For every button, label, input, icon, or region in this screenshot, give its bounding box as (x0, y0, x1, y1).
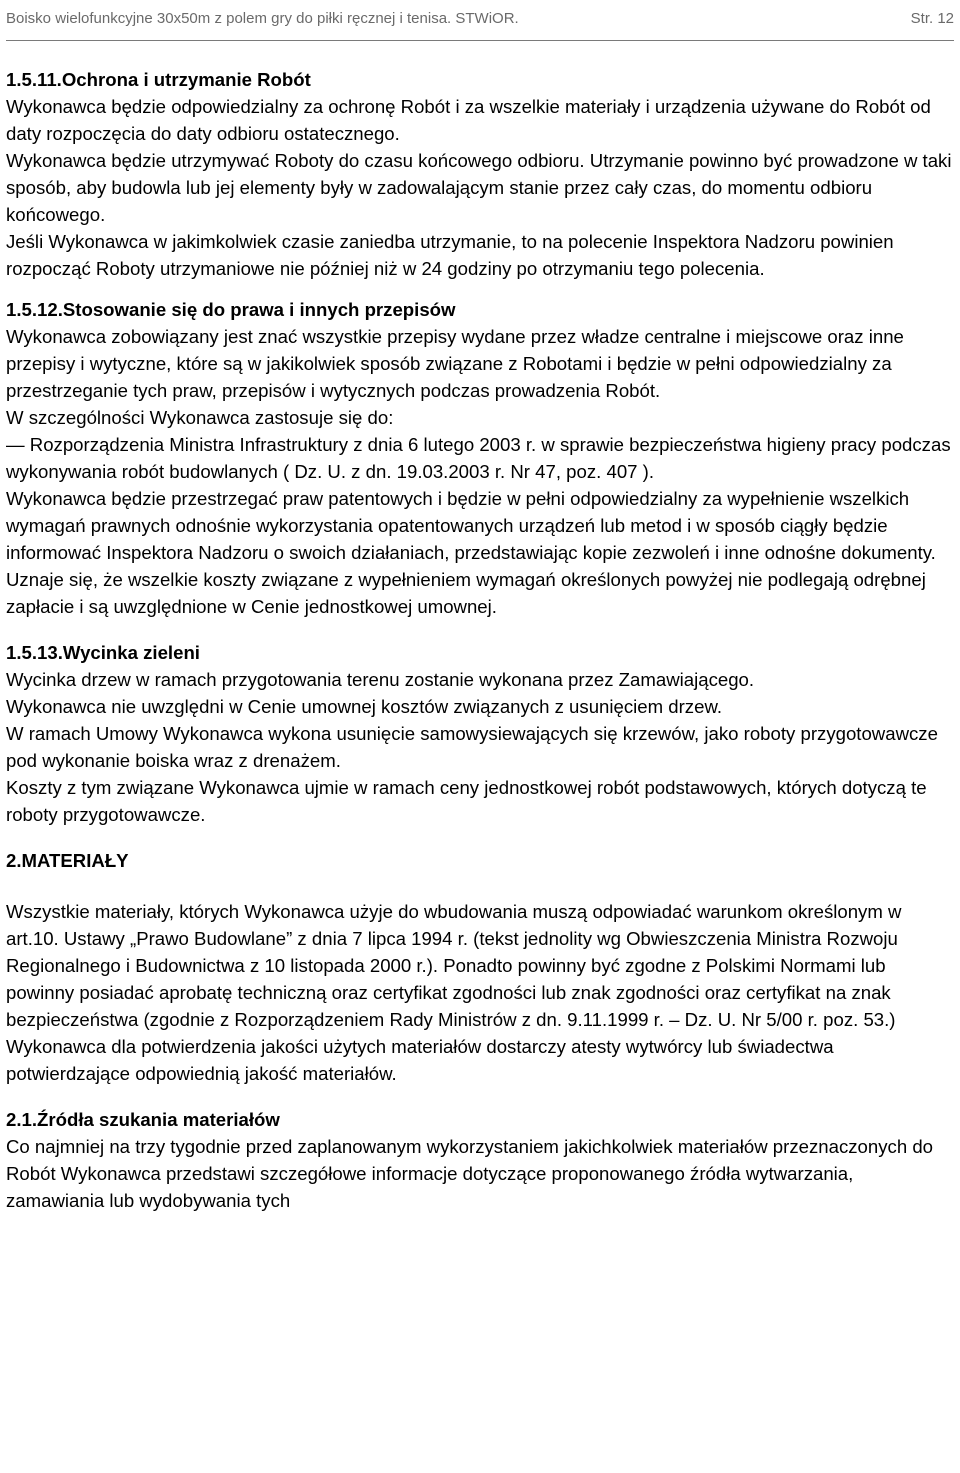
document-body (6, 66, 956, 1214)
paragraph: Wykonawca dla potwierdzenia jakości użytych materiałów dostarczy atesty wytwórcy lub świadectwa potwierdzające odpowiednią jakość materiałów. (6, 1036, 834, 1084)
paragraph: Uznaje się, że wszelkie koszty związane z wypełnieniem wymagań określonych powyżej nie podlegają odrębnej zapłacie i są uwzględnione w Cenie jednostkowej umownej. (6, 569, 926, 617)
paragraph: Co najmniej na trzy tygodnie przed zaplanowanym wykorzystaniem jakichkolwiek materiałów przeznaczonych do Robót Wykonawca przedstawi szczegółowe informacje dotyczące proponowanego źródła wytwarzania, zamawiania lub wydobywania tych (6, 1136, 934, 1211)
paragraph: Wycinka drzew w ramach przygotowania terenu zostanie wykonana przez Zamawiającego. (6, 669, 755, 690)
paragraph: W ramach Umowy Wykonawca wykona usunięcie samowysiewających się krzewów, jako roboty przygotowawcze pod wykonanie boiska wraz z drenażem. (6, 723, 938, 771)
paragraph: W szczególności Wykonawca zastosuje się do: (6, 407, 394, 428)
paragraph: Wykonawca nie uwzględni w Cenie umownej kosztów związanych z usunięciem drzew. (6, 696, 723, 717)
paragraph: Wszystkie materiały, których Wykonawca użyje do wbudowania muszą odpowiadać warunkom określonym w art.10. Ustawy „Prawo Budowlane” z dnia 7 lipca 1994 r. (tekst jednolity wg Obwieszczenia Ministra Rozwoju Regionalnego i Budownictwa z 10 listopada 2000 r.). Ponadto powinny być zgodne z Polskimi Normami lub powinny posiadać aprobatę techniczną oraz certyfikat zgodności lub znak zgodności oraz certyfikat na znak bezpieczeństwa (zgodnie z Rozporządzeniem Rady Ministrów z dn. 9.11.1999 r. – Dz. U. Nr 5/00 r. poz. 53.) (6, 901, 902, 1030)
paragraph: Wykonawca będzie utrzymywać Roboty do czasu końcowego odbioru. Utrzymanie powinno być prowadzone w taki sposób, aby budowla lub jej elementy były w zadowalającym stanie przez cały czas, do momentu odbioru końcowego. (6, 150, 952, 225)
paragraph: Jeśli Wykonawca w jakimkolwiek czasie zaniedba utrzymanie, to na polecenie Inspektora Nadzoru powinien rozpocząć Roboty utrzymaniowe nie później niż w 24 godziny po otrzymaniu tego polecenia. (6, 231, 894, 279)
section-heading: 2.1.Źródła szukania materiałów (6, 1109, 280, 1130)
header-rule (6, 40, 954, 41)
section-1-5-12 (6, 296, 956, 620)
spacer (6, 1087, 956, 1106)
section-1-5-13 (6, 639, 956, 828)
page-number: Str. 12 (910, 10, 954, 27)
section-2 (6, 847, 956, 1087)
spacer (6, 874, 956, 898)
spacer (6, 620, 956, 639)
section-1-5-11 (6, 66, 956, 282)
section-2-1 (6, 1106, 956, 1214)
section-heading: 1.5.13.Wycinka zieleni (6, 642, 200, 663)
page-header (6, 8, 954, 30)
paragraph: Wykonawca będzie przestrzegać praw patentowych i będzie w pełni odpowiedzialny za wypełnienie wszelkich wymagań prawnych odnośnie wykorzystania opatentowanych urządzeń lub metod i w sposób ciągły będzie informować Inspektora Nadzoru o swoich działaniach, przedstawiając kopie zezwoleń i inne odnośne dokumenty. (6, 488, 936, 563)
section-heading: 1.5.11.Ochrona i utrzymanie Robót (6, 69, 311, 90)
paragraph: Wykonawca będzie odpowiedzialny za ochronę Robót i za wszelkie materiały i urządzenia używane do Robót od daty rozpoczęcia do daty odbioru ostatecznego. (6, 96, 931, 144)
spacer (6, 282, 956, 296)
paragraph: Koszty z tym związane Wykonawca ujmie w ramach ceny jednostkowej robót podstawowych, których dotyczą te roboty przygotowawcze. (6, 777, 927, 825)
header-title: Boisko wielofunkcyjne 30x50m z polem gry do piłki ręcznej i tenisa. STWiOR. (6, 10, 519, 27)
section-heading: 2.MATERIAŁY (6, 850, 129, 871)
paragraph: Wykonawca zobowiązany jest znać wszystkie przepisy wydane przez władze centralne i miejscowe oraz inne przepisy i wytyczne, które są w jakikolwiek sposób związane z Robotami i będzie w pełni odpowiedzialny za przestrzeganie tych praw, przepisów i wytycznych podczas prowadzenia Robót. (6, 326, 904, 401)
spacer (6, 828, 956, 847)
section-heading: 1.5.12.Stosowanie się do prawa i innych przepisów (6, 299, 456, 320)
list-item: — Rozporządzenia Ministra Infrastruktury z dnia 6 lutego 2003 r. w sprawie bezpieczeństwa higieny pracy podczas wykonywania robót budowlanych ( Dz. U. z dn. 19.03.2003 r. Nr 47, poz. 407 ). (6, 434, 951, 482)
